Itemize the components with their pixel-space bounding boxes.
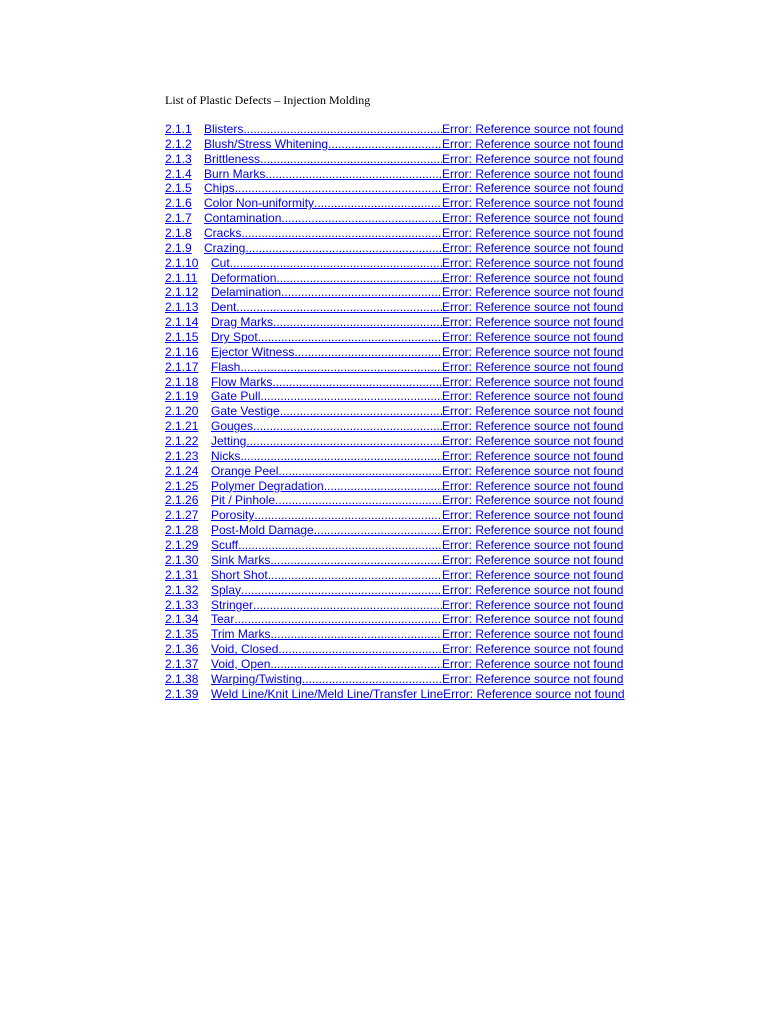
toc-entry-left: [165, 479, 442, 494]
toc-entry-number: 2.1.34: [165, 612, 199, 627]
toc-entry-title: Burn Marks: [204, 166, 266, 181]
toc-entry-number: 2.1.27: [165, 508, 199, 523]
toc-entry-link[interactable]: [165, 271, 765, 286]
toc-entry-link[interactable]: [165, 657, 765, 672]
toc-dot-leader: [253, 598, 442, 613]
toc-entry-number: 2.1.22: [165, 434, 199, 449]
toc-entry-number: 2.1.9: [165, 240, 192, 255]
toc-dot-leader: [324, 479, 442, 494]
toc-entry-title: Weld Line/Knit Line/Meld Line/Transfer Line: [211, 686, 444, 701]
toc-entry-link[interactable]: [165, 196, 765, 211]
toc-entry-left: [165, 419, 442, 434]
toc-entry-left: [165, 122, 442, 137]
toc-entry-left: [165, 256, 442, 271]
toc-entry-title: Void, Closed: [211, 642, 279, 657]
toc-dot-leader: [328, 137, 442, 152]
toc-entry-link[interactable]: [165, 122, 765, 137]
toc-dot-leader: [270, 657, 442, 672]
toc-entry-title: Deformation: [211, 270, 277, 285]
toc-entry-link[interactable]: [165, 152, 765, 167]
toc-dot-leader: [246, 434, 442, 449]
toc-entry-number: 2.1.38: [165, 671, 199, 686]
toc-entry-title: Post-Mold Damage: [211, 523, 314, 538]
toc-entry-title: Orange Peel: [211, 463, 279, 478]
toc-entry-left: [165, 360, 442, 375]
toc-entry-left: [165, 538, 442, 553]
toc-entry-left: [165, 226, 442, 241]
toc-dot-leader: [281, 211, 442, 226]
toc-dot-leader: [268, 568, 442, 583]
toc-entry-left: [165, 389, 442, 404]
toc-entry-title: Blush/Stress Whitening: [204, 136, 329, 151]
toc-dot-leader: [270, 553, 442, 568]
toc-entry-number: 2.1.37: [165, 656, 199, 671]
toc-entry-reference: Error: Reference source not found: [442, 508, 624, 523]
toc-entry-left: [165, 271, 442, 286]
toc-entry-number: 2.1.32: [165, 582, 199, 597]
toc-entry-left: [165, 612, 442, 627]
toc-entry-link[interactable]: [165, 523, 765, 538]
toc-entry-number: 2.1.29: [165, 538, 199, 553]
toc-entry-number: 2.1.31: [165, 567, 199, 582]
toc-entry-link[interactable]: [165, 568, 765, 583]
toc-entry-title: Delamination: [211, 285, 282, 300]
toc-entry-link[interactable]: [165, 508, 765, 523]
toc-entry-number: 2.1.35: [165, 627, 199, 642]
toc-entry-left: [165, 449, 442, 464]
toc-entry-title: Gate Vestige: [211, 404, 280, 419]
toc-entry-left: [165, 181, 442, 196]
toc-entry-reference: Error: Reference source not found: [442, 523, 624, 538]
toc-entry-left: [165, 598, 442, 613]
toc-entry-number: 2.1.1: [165, 122, 192, 136]
toc-entry-link[interactable]: [165, 300, 765, 315]
toc-entry-title: Jetting: [211, 434, 247, 449]
toc-entry-link[interactable]: [165, 360, 765, 375]
toc-dot-leader: [302, 672, 442, 687]
toc-dot-leader: [273, 315, 442, 330]
toc-dot-leader: [294, 345, 442, 360]
toc-entry-title: Porosity: [211, 508, 255, 523]
toc-dot-leader: [235, 181, 442, 196]
toc-entry-number: 2.1.24: [165, 463, 199, 478]
toc-entry-title: Flow Marks: [211, 374, 273, 389]
toc-entry-reference: Error: Reference source not found: [442, 181, 624, 196]
toc-dot-leader: [265, 167, 442, 182]
toc-entry-number: 2.1.28: [165, 523, 199, 538]
toc-entry-number: 2.1.8: [165, 226, 192, 241]
toc-entry-title: Crazing: [204, 240, 246, 255]
toc-entry-title: Flash: [211, 359, 241, 374]
toc-entry-reference: Error: Reference source not found: [442, 538, 624, 553]
toc-entry-link[interactable]: [165, 687, 765, 702]
toc-entry-reference: Error: Reference source not found: [442, 612, 624, 627]
toc-entry-number: 2.1.33: [165, 597, 199, 612]
toc-dot-leader: [240, 360, 442, 375]
toc-entry-title: Cracks: [204, 226, 242, 241]
toc-entry-title: Dent: [211, 300, 237, 315]
toc-entry-link[interactable]: [165, 598, 765, 613]
toc-entry-title: Stringer: [211, 597, 254, 612]
toc-entry-reference: Error: Reference source not found: [442, 211, 624, 226]
toc-entry-left: [165, 687, 443, 702]
toc-entry-left: [165, 152, 442, 167]
toc-entry-title: Color Non-uniformity: [204, 196, 315, 211]
toc-entry-left: [165, 642, 442, 657]
toc-entry-link[interactable]: [165, 419, 765, 434]
toc-entry-reference: Error: Reference source not found: [442, 493, 624, 508]
toc-entry-reference: Error: Reference source not found: [442, 151, 624, 166]
toc-entry-number: 2.1.17: [165, 359, 199, 374]
toc-dot-leader: [314, 523, 442, 538]
toc-entry-reference: Error: Reference source not found: [442, 419, 624, 434]
toc-entry-number: 2.1.16: [165, 344, 199, 359]
toc-entry-link[interactable]: [165, 330, 765, 345]
toc-entry-reference: Error: Reference source not found: [442, 597, 624, 612]
toc-entry-number: 2.1.15: [165, 330, 199, 345]
toc-dot-leader: [241, 583, 442, 598]
toc-entry-left: [165, 167, 442, 182]
toc-entry-title: Blisters: [204, 122, 244, 136]
toc-entry-reference: Error: Reference source not found: [442, 642, 624, 657]
toc-dot-leader: [238, 538, 442, 553]
toc-entry-reference: Error: Reference source not found: [442, 552, 624, 567]
toc-dot-leader: [314, 196, 442, 211]
toc-dot-leader: [275, 493, 442, 508]
toc-dot-leader: [245, 241, 442, 256]
toc-entry-title: Drag Marks: [211, 315, 274, 330]
toc-entry-link[interactable]: [165, 256, 765, 271]
toc-dot-leader: [241, 226, 442, 241]
toc-entry-link[interactable]: [165, 211, 765, 226]
toc-entry-left: [165, 434, 442, 449]
toc-entry-reference: Error: Reference source not found: [442, 389, 624, 404]
toc-entry-link[interactable]: [165, 538, 765, 553]
toc-entry-reference: Error: Reference source not found: [442, 359, 624, 374]
toc-entry-link[interactable]: [165, 315, 765, 330]
toc-entry-reference: Error: Reference source not found: [442, 196, 624, 211]
toc-entry-left: [165, 345, 442, 360]
toc-dot-leader: [260, 152, 442, 167]
toc-dot-leader: [258, 330, 442, 345]
toc-entry-reference: Error: Reference source not found: [442, 448, 624, 463]
toc-entry-number: 2.1.3: [165, 151, 192, 166]
toc-entry-title: Gouges: [211, 419, 254, 434]
toc-entry-number: 2.1.13: [165, 300, 199, 315]
toc-entry-title: Brittleness: [204, 151, 261, 166]
toc-entry-link[interactable]: [165, 479, 765, 494]
toc-entry-reference: Error: Reference source not found: [442, 300, 624, 315]
toc-entry-left: [165, 300, 442, 315]
toc-entry-link[interactable]: [165, 241, 765, 256]
toc-dot-leader: [234, 612, 442, 627]
toc-entry-link[interactable]: [165, 226, 765, 241]
toc-entry-link[interactable]: [165, 375, 765, 390]
toc-entry-number: 2.1.26: [165, 493, 199, 508]
toc-entry-reference: Error: Reference source not found: [442, 270, 624, 285]
toc-entry-number: 2.1.7: [165, 211, 192, 226]
toc-entry-title: Dry Spot: [211, 330, 258, 345]
toc-entry-link[interactable]: [165, 167, 765, 182]
toc-entry-link[interactable]: [165, 181, 765, 196]
toc-entry-reference: Error: Reference source not found: [442, 627, 624, 642]
toc-entry-title: Void, Open: [211, 656, 271, 671]
toc-entry-reference: Error: Reference source not found: [443, 686, 625, 701]
toc-dot-leader: [243, 122, 442, 137]
toc-entry-number: 2.1.4: [165, 166, 192, 181]
toc-entry-title: Chips: [204, 181, 235, 196]
toc-entry-reference: Error: Reference source not found: [442, 166, 624, 181]
toc-entry-title: Sink Marks: [211, 552, 271, 567]
toc-entry-number: 2.1.19: [165, 389, 199, 404]
toc-dot-leader: [276, 271, 442, 286]
toc-entry-reference: Error: Reference source not found: [442, 478, 624, 493]
toc-dot-leader: [278, 642, 442, 657]
toc-entry-reference: Error: Reference source not found: [442, 582, 624, 597]
toc-dot-leader: [230, 256, 442, 271]
toc-entry-title: Warping/Twisting: [211, 671, 302, 686]
toc-entry-number: 2.1.2: [165, 136, 192, 151]
toc-entry-title: Cut: [211, 255, 230, 270]
toc-entry-left: [165, 568, 442, 583]
toc-dot-leader: [236, 300, 442, 315]
toc-entry-left: [165, 553, 442, 568]
toc-entry-left: [165, 508, 442, 523]
toc-entry-title: Tear: [211, 612, 235, 627]
toc-entry-link[interactable]: [165, 137, 765, 152]
toc-entry-link[interactable]: [165, 642, 765, 657]
toc-entry-number: 2.1.10: [165, 255, 199, 270]
toc-entry-title: Contamination: [204, 211, 282, 226]
toc-entry-left: [165, 315, 442, 330]
toc-entry-link[interactable]: [165, 464, 765, 479]
toc-entry-link[interactable]: [165, 612, 765, 627]
table-of-contents: [165, 122, 765, 702]
toc-entry-link[interactable]: [165, 493, 765, 508]
toc-entry-left: [165, 657, 442, 672]
toc-entry-number: 2.1.11: [165, 270, 198, 285]
toc-entry-reference: Error: Reference source not found: [442, 255, 624, 270]
toc-entry-title: Nicks: [211, 448, 241, 463]
toc-dot-leader: [240, 449, 442, 464]
toc-entry-reference: Error: Reference source not found: [442, 136, 624, 151]
toc-entry-number: 2.1.6: [165, 196, 192, 211]
toc-entry-reference: Error: Reference source not found: [442, 226, 624, 241]
toc-entry-left: [165, 211, 442, 226]
toc-entry-link[interactable]: [165, 404, 765, 419]
toc-entry-left: [165, 583, 442, 598]
toc-entry-number: 2.1.14: [165, 315, 199, 330]
toc-entry-title: Trim Marks: [211, 627, 271, 642]
toc-entry-reference: Error: Reference source not found: [442, 404, 624, 419]
toc-dot-leader: [271, 627, 442, 642]
toc-entry-link[interactable]: [165, 449, 765, 464]
toc-entry-number: 2.1.21: [165, 419, 199, 434]
toc-entry-reference: Error: Reference source not found: [442, 240, 624, 255]
toc-entry-title: Ejector Witness: [211, 344, 295, 359]
toc-dot-leader: [281, 285, 442, 300]
toc-entry-left: [165, 404, 442, 419]
toc-entry-left: [165, 196, 442, 211]
toc-dot-leader: [272, 375, 442, 390]
toc-entry-link[interactable]: [165, 345, 765, 360]
toc-entry-link[interactable]: [165, 553, 765, 568]
toc-entry-link[interactable]: [165, 583, 765, 598]
toc-entry-left: [165, 523, 442, 538]
toc-entry-reference: Error: Reference source not found: [442, 344, 624, 359]
toc-entry-number: 2.1.5: [165, 181, 192, 196]
toc-entry-title: Gate Pull: [211, 389, 261, 404]
toc-entry-reference: Error: Reference source not found: [442, 330, 624, 345]
toc-entry-reference: Error: Reference source not found: [442, 122, 624, 136]
toc-entry-reference: Error: Reference source not found: [442, 374, 624, 389]
document-title: List of Plastic Defects – Injection Molding: [165, 93, 371, 107]
toc-entry-title: Polymer Degradation: [211, 478, 324, 493]
toc-entry-left: [165, 627, 442, 642]
toc-entry-number: 2.1.18: [165, 374, 199, 389]
toc-entry-left: [165, 493, 442, 508]
toc-entry-title: Scuff: [211, 538, 239, 553]
toc-entry-number: 2.1.30: [165, 552, 199, 567]
toc-entry-reference: Error: Reference source not found: [442, 285, 624, 300]
toc-entry-reference: Error: Reference source not found: [442, 656, 624, 671]
toc-entry-reference: Error: Reference source not found: [442, 671, 624, 686]
toc-entry-left: [165, 672, 442, 687]
toc-entry-reference: Error: Reference source not found: [442, 434, 624, 449]
toc-entry-link[interactable]: [165, 389, 765, 404]
toc-entry-number: 2.1.39: [165, 686, 199, 701]
toc-entry-number: 2.1.20: [165, 404, 199, 419]
toc-entry-link[interactable]: [165, 285, 765, 300]
toc-dot-leader: [278, 464, 442, 479]
toc-entry-number: 2.1.23: [165, 448, 199, 463]
toc-entry-title: Splay: [211, 582, 242, 597]
toc-entry-title: Short Shot: [211, 567, 268, 582]
toc-entry-left: [165, 285, 442, 300]
toc-entry-left: [165, 137, 442, 152]
toc-entry-reference: Error: Reference source not found: [442, 315, 624, 330]
toc-entry-title: Pit / Pinhole: [211, 493, 276, 508]
toc-dot-leader: [260, 389, 442, 404]
toc-dot-leader: [253, 419, 442, 434]
toc-entry-left: [165, 464, 442, 479]
toc-dot-leader: [254, 508, 442, 523]
toc-entry-link[interactable]: [165, 627, 765, 642]
toc-entry-link[interactable]: [165, 434, 765, 449]
toc-entry-left: [165, 330, 442, 345]
toc-entry-number: 2.1.25: [165, 478, 199, 493]
toc-entry-number: 2.1.12: [165, 285, 199, 300]
toc-entry-reference: Error: Reference source not found: [442, 567, 624, 582]
toc-entry-left: [165, 241, 442, 256]
toc-dot-leader: [280, 404, 442, 419]
toc-entry-reference: Error: Reference source not found: [442, 463, 624, 478]
toc-entry-number: 2.1.36: [165, 642, 199, 657]
toc-entry-left: [165, 375, 442, 390]
toc-entry-link[interactable]: [165, 672, 765, 687]
